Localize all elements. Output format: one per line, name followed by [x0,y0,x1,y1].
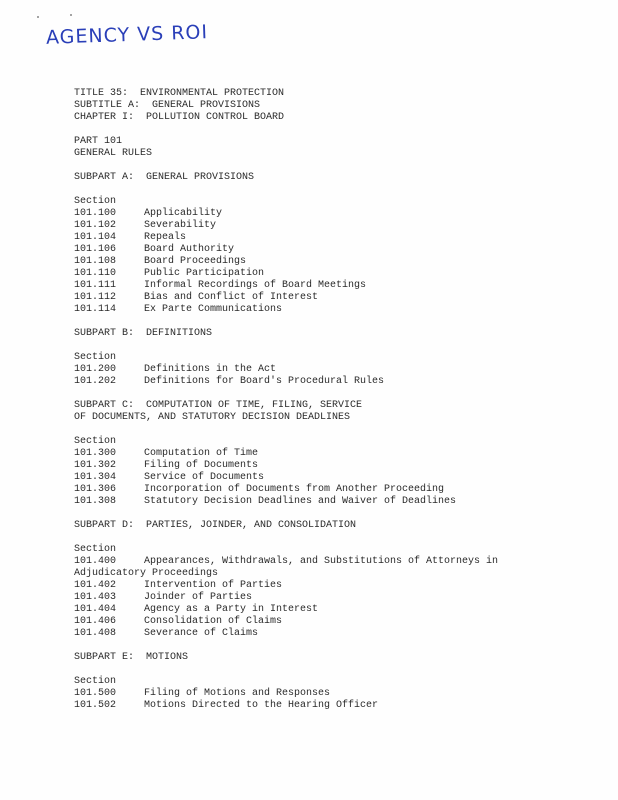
subpart-heading: SUBPART A: GENERAL PROVISIONS [74,172,255,183]
section-title: Motions Directed to the Hearing Officer [144,700,379,711]
section-number: 101.408 [74,628,117,639]
section-label: Section [74,196,117,207]
section-row [74,484,594,496]
section-label: Section [74,436,117,447]
section-row [74,220,594,232]
section-number: 101.104 [74,232,117,243]
subpart-heading: SUBPART B: DEFINITIONS [74,328,213,339]
section-row [74,556,594,568]
section-title: Bias and Conflict of Interest [144,292,319,303]
part-number: PART 101 [74,136,123,147]
section-title: Consolidation of Claims [144,616,283,627]
section-title: Applicability [144,208,223,219]
section-number: 101.110 [74,268,117,279]
section-title: Statutory Decision Deadlines and Waiver of Deadlines [144,496,457,507]
chapter-line: CHAPTER I: POLLUTION CONTROL BOARD [74,112,285,123]
section-title: Definitions in the Act [144,364,277,375]
subparts-container [74,172,594,712]
section-row [74,304,594,316]
document-body [74,88,594,712]
subpart-heading: SUBPART E: MOTIONS [74,652,189,663]
section-row [74,256,594,268]
subpart-heading: SUBPART D: PARTIES, JOINDER, AND CONSOLIDATION [74,520,357,531]
section-title: Filing of Documents [144,460,259,471]
section-number: 101.202 [74,376,117,387]
section-title: Board Authority [144,244,235,255]
section-number: 101.302 [74,460,117,471]
section-number: 101.500 [74,688,117,699]
handwritten-annotation: AGENCY VS ROI [45,21,209,49]
section-number: 101.300 [74,448,117,459]
section-title: Informal Recordings of Board Meetings [144,280,367,291]
title-line: TITLE 35: ENVIRONMENTAL PROTECTION [74,88,285,99]
section-number: 101.404 [74,604,117,615]
section-row [74,700,594,712]
section-title: Appearances, Withdrawals, and Substitutions of Attorneys in [144,556,499,567]
section-number: 101.406 [74,616,117,627]
section-number: 101.304 [74,472,117,483]
section-number: 101.502 [74,700,117,711]
section-row [74,688,594,700]
section-number: 101.403 [74,592,117,603]
section-row [74,604,594,616]
section-row [74,364,594,376]
section-number: 101.112 [74,292,117,303]
section-number: 101.114 [74,304,117,315]
section-row [74,616,594,628]
section-number: 101.111 [74,280,117,291]
section-title: Repeals [144,232,187,243]
section-row [74,280,594,292]
section-title: Definitions for Board's Procedural Rules [144,376,385,387]
section-label: Section [74,676,117,687]
section-row [74,232,594,244]
section-row [74,244,594,256]
section-number: 101.102 [74,220,117,231]
section-title: Public Participation [144,268,265,279]
scan-speck [70,14,72,16]
section-number: 101.402 [74,580,117,591]
section-number: 101.106 [74,244,117,255]
section-number: 101.200 [74,364,117,375]
section-number: 101.400 [74,556,117,567]
section-title-continued: Adjudicatory Proceedings [74,568,219,579]
section-row [74,592,594,604]
subtitle-line: SUBTITLE A: GENERAL PROVISIONS [74,100,261,111]
section-row [74,580,594,592]
section-number: 101.306 [74,484,117,495]
section-title: Intervention of Parties [144,580,283,591]
section-row [74,292,594,304]
scan-speck [37,16,39,18]
section-title: Severability [144,220,217,231]
section-title: Computation of Time [144,448,259,459]
section-row [74,268,594,280]
section-title: Incorporation of Documents from Another Proceeding [144,484,445,495]
section-title: Board Proceedings [144,256,247,267]
section-row [74,460,594,472]
section-title: Ex Parte Communications [144,304,283,315]
section-title: Joinder of Parties [144,592,253,603]
section-title: Severance of Claims [144,628,259,639]
section-row [74,208,594,220]
section-row [74,376,594,388]
section-title: Filing of Motions and Responses [144,688,331,699]
section-number: 101.308 [74,496,117,507]
section-row [74,448,594,460]
part-name: GENERAL RULES [74,148,153,159]
section-title: Agency as a Party in Interest [144,604,319,615]
subpart-heading: SUBPART C: COMPUTATION OF TIME, FILING, SERVICE [74,400,363,411]
section-row [74,496,594,508]
section-number: 101.100 [74,208,117,219]
section-label: Section [74,544,117,555]
subpart-heading-continued: OF DOCUMENTS, AND STATUTORY DECISION DEADLINES [74,412,351,423]
section-label: Section [74,352,117,363]
section-row [74,472,594,484]
section-row [74,628,594,640]
section-title: Service of Documents [144,472,265,483]
section-number: 101.108 [74,256,117,267]
